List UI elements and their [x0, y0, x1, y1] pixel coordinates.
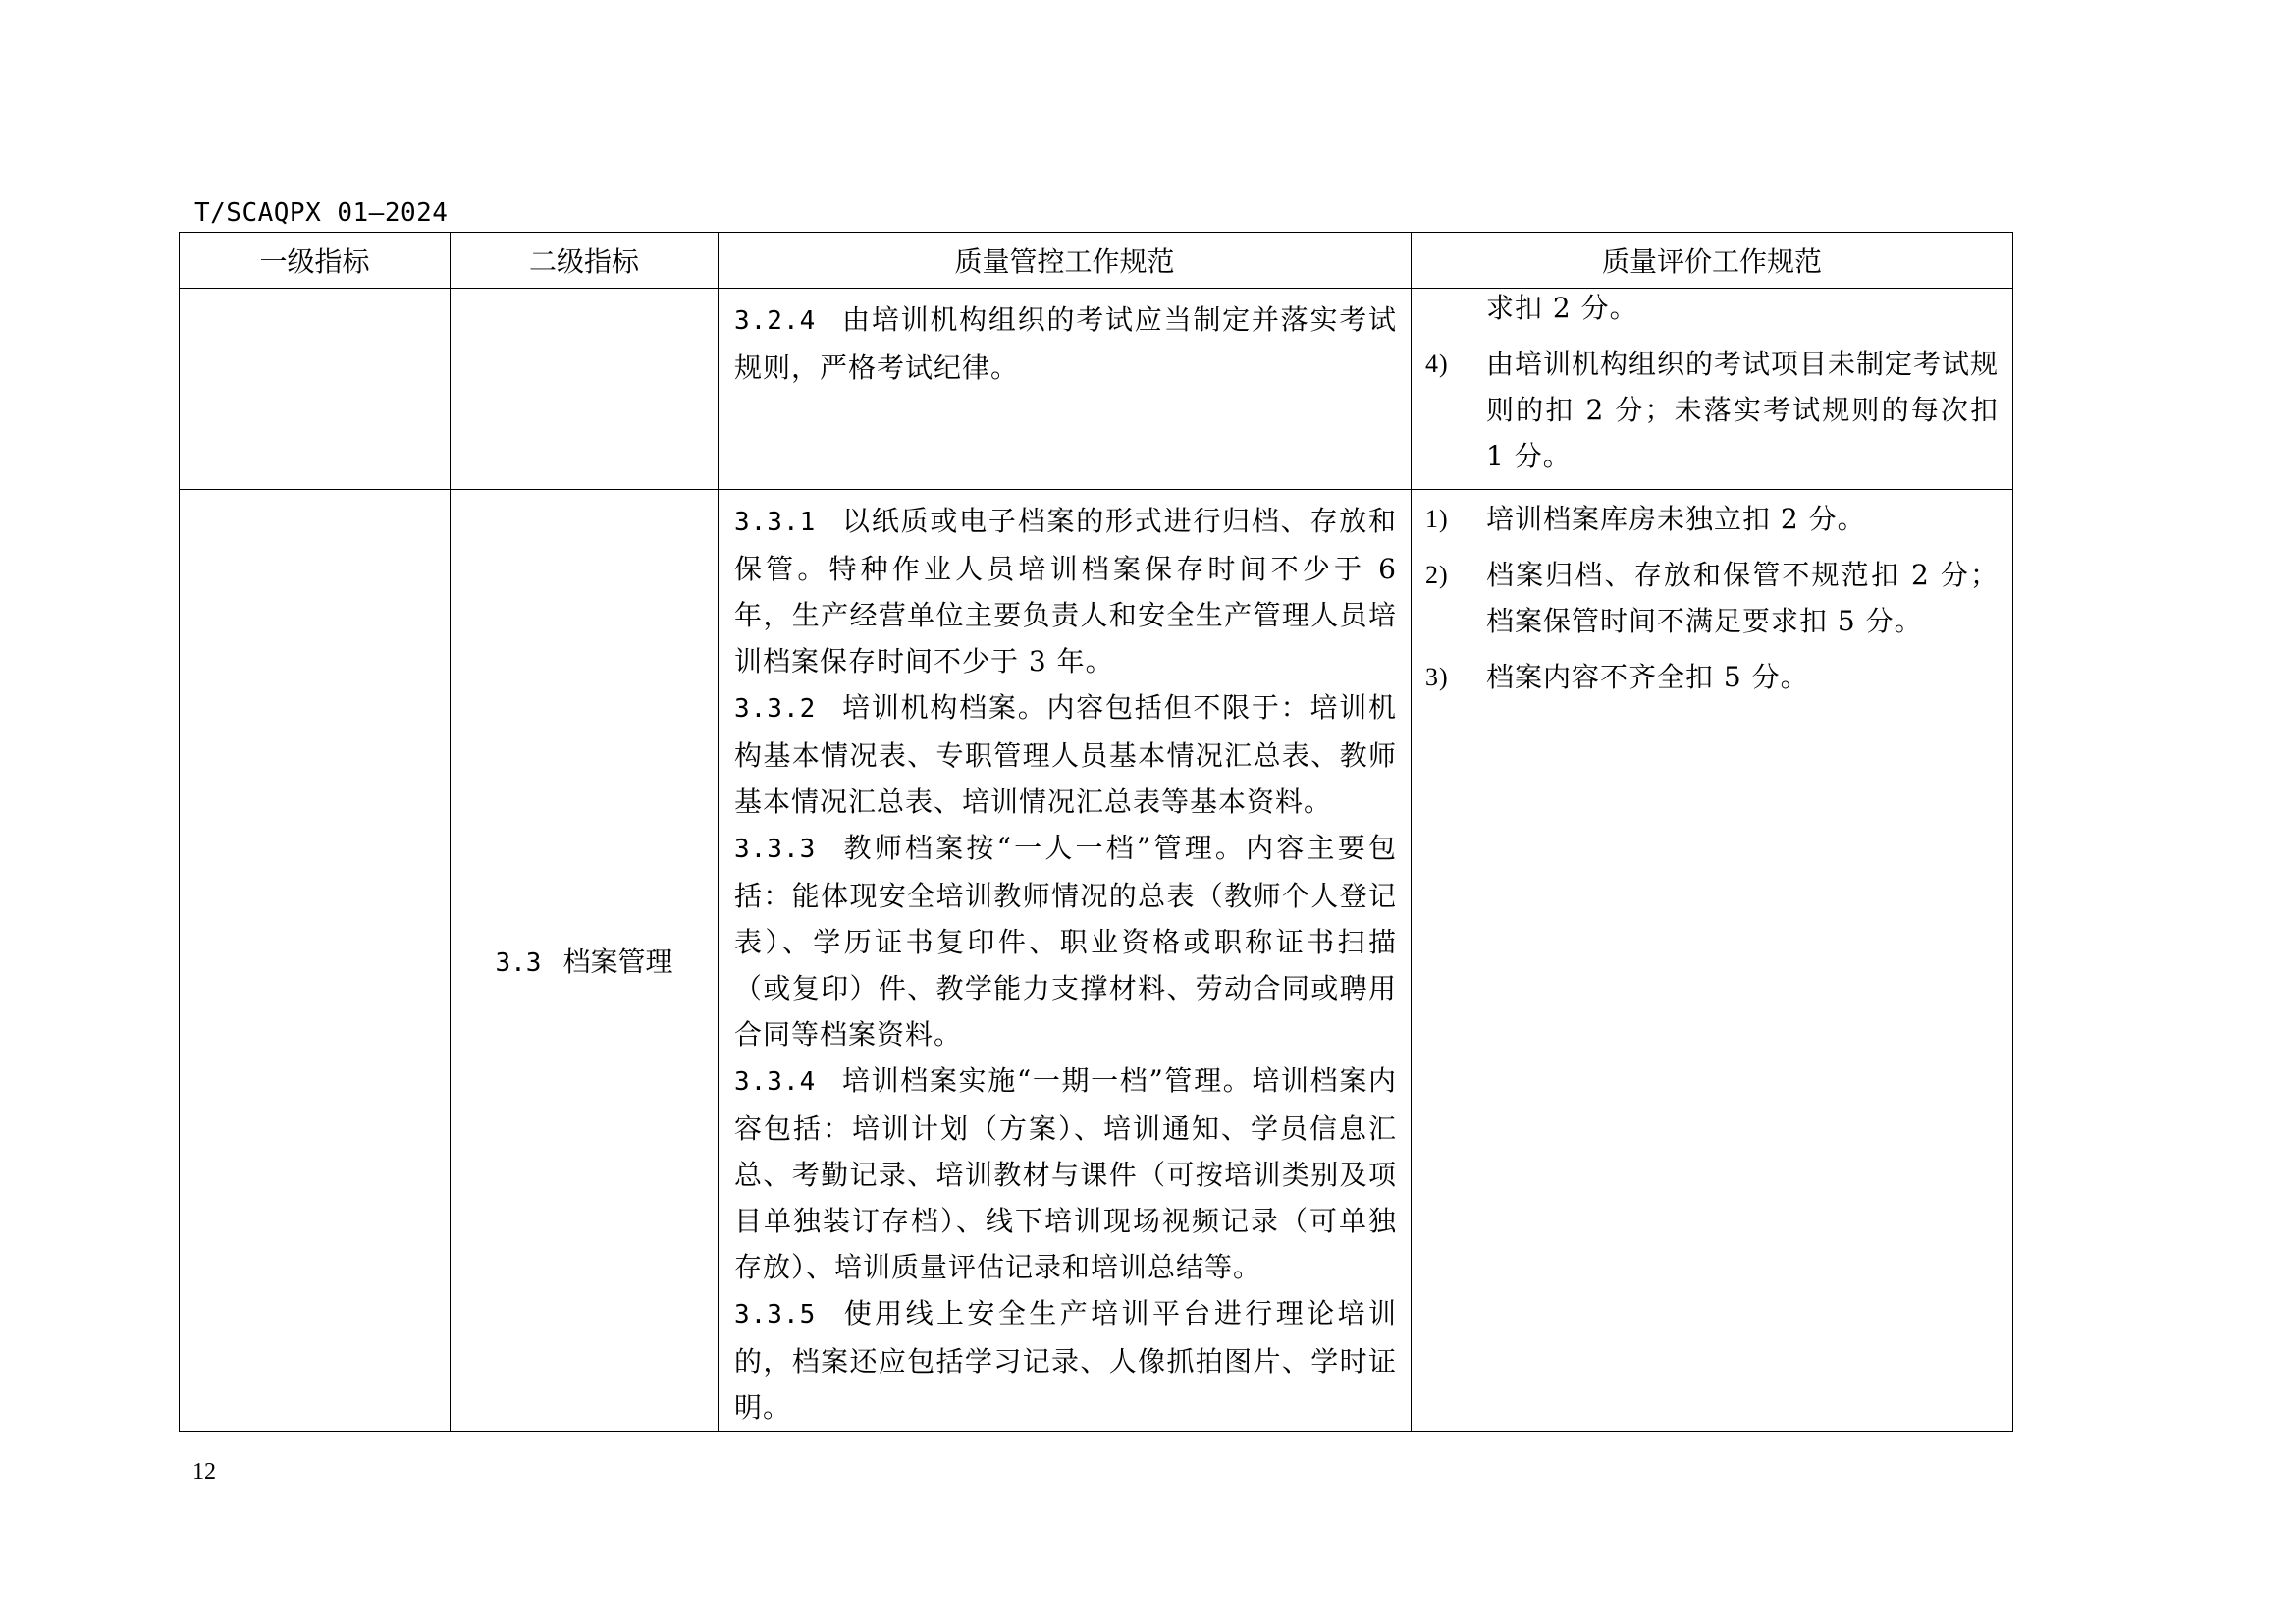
primary-index-cell [180, 289, 451, 490]
evaluation-item [1425, 552, 1999, 644]
clause-text: 由培训机构组织的考试应当制定并落实考试规则，严格考试纪律。 [734, 303, 1397, 384]
column-header-primary-index: 一级指标 [180, 233, 451, 289]
clause-number: 3.3.5 [734, 1300, 817, 1329]
clause-number: 3.3.4 [734, 1067, 817, 1097]
secondary-index-label: 档案管理 [562, 946, 673, 978]
spec-table [179, 232, 2013, 1432]
evaluation-item [1425, 496, 1999, 542]
item-marker: 3) [1425, 663, 1449, 691]
item-text: 档案内容不齐全扣 5 分。 [1486, 661, 1809, 693]
table-row [180, 490, 2013, 1432]
clause-text: 使用线上安全生产培训平台进行理论培训的，档案还应包括学习记录、人像抓拍图片、学时证明。 [734, 1297, 1397, 1424]
document-code: T/SCAQPX 01—2024 [194, 198, 449, 228]
clause-text: 以纸质或电子档案的形式进行归档、存放和保管。特种作业人员培训档案保存时间不少于 6 年，生产经营单位主要负责人和安全生产管理人员培训档案保存时间不少于 3 年。 [734, 505, 1397, 677]
clause-number: 3.3.3 [734, 835, 817, 864]
control-spec-cell [719, 490, 1412, 1432]
item-marker: 1) [1425, 505, 1449, 533]
evaluation-item [1425, 341, 1999, 479]
item-text: 档案归档、存放和保管不规范扣 2 分；档案保管时间不满足要求扣 5 分。 [1486, 559, 1999, 637]
item-marker: 2) [1425, 561, 1449, 589]
table-row [180, 289, 2013, 490]
column-header-secondary-index: 二级指标 [451, 233, 719, 289]
clause-number: 3.3.1 [734, 508, 817, 537]
control-clause [734, 1057, 1397, 1290]
clause-text: 教师档案按“一人一档”管理。内容主要包括：能体现安全培训教师情况的总表（教师个人登记表）、学历证书复印件、职业资格或职称证书扫描（或复印）件、教学能力支撑材料、劳动合同或聘用合同等档案资料。 [734, 832, 1397, 1051]
item-text: 培训档案库房未独立扣 2 分。 [1486, 503, 1866, 535]
control-clause [734, 1290, 1397, 1431]
control-clause [734, 684, 1397, 825]
evaluation-continuation: 求扣 2 分。 [1486, 292, 1638, 324]
primary-index-cell [180, 490, 451, 1432]
clause-text: 培训机构档案。内容包括但不限于：培训机构基本情况表、专职管理人员基本情况汇总表、教师基本情况汇总表、培训情况汇总表等基本资料。 [734, 691, 1397, 818]
secondary-index-cell [451, 289, 719, 490]
control-clause [734, 297, 1397, 391]
evaluation-spec-cell [1412, 490, 2013, 1432]
secondary-index-number: 3.3 [495, 948, 542, 978]
clause-number: 3.3.2 [734, 694, 817, 724]
control-clause [734, 825, 1397, 1057]
item-marker: 4) [1425, 350, 1449, 378]
evaluation-spec-cell [1412, 289, 2013, 490]
column-header-control-spec: 质量管控工作规范 [719, 233, 1412, 289]
secondary-index-cell [451, 490, 719, 1432]
evaluation-item [1425, 654, 1999, 700]
control-clause [734, 498, 1397, 684]
item-text: 由培训机构组织的考试项目未制定考试规则的扣 2 分；未落实考试规则的每次扣 1 分。 [1486, 348, 2000, 472]
page-number: 12 [192, 1459, 216, 1485]
clause-number: 3.2.4 [734, 306, 817, 336]
clause-text: 培训档案实施“一期一档”管理。培训档案内容包括：培训计划（方案）、培训通知、学员信息汇总、考勤记录、培训教材与课件（可按培训类别及项目单独装订存档）、线下培训现场视频记录（可单独存放）、培训质量评估记录和培训总结等。 [734, 1064, 1397, 1283]
table-header-row [180, 233, 2013, 289]
control-spec-cell [719, 289, 1412, 490]
column-header-evaluation-spec: 质量评价工作规范 [1412, 233, 2013, 289]
